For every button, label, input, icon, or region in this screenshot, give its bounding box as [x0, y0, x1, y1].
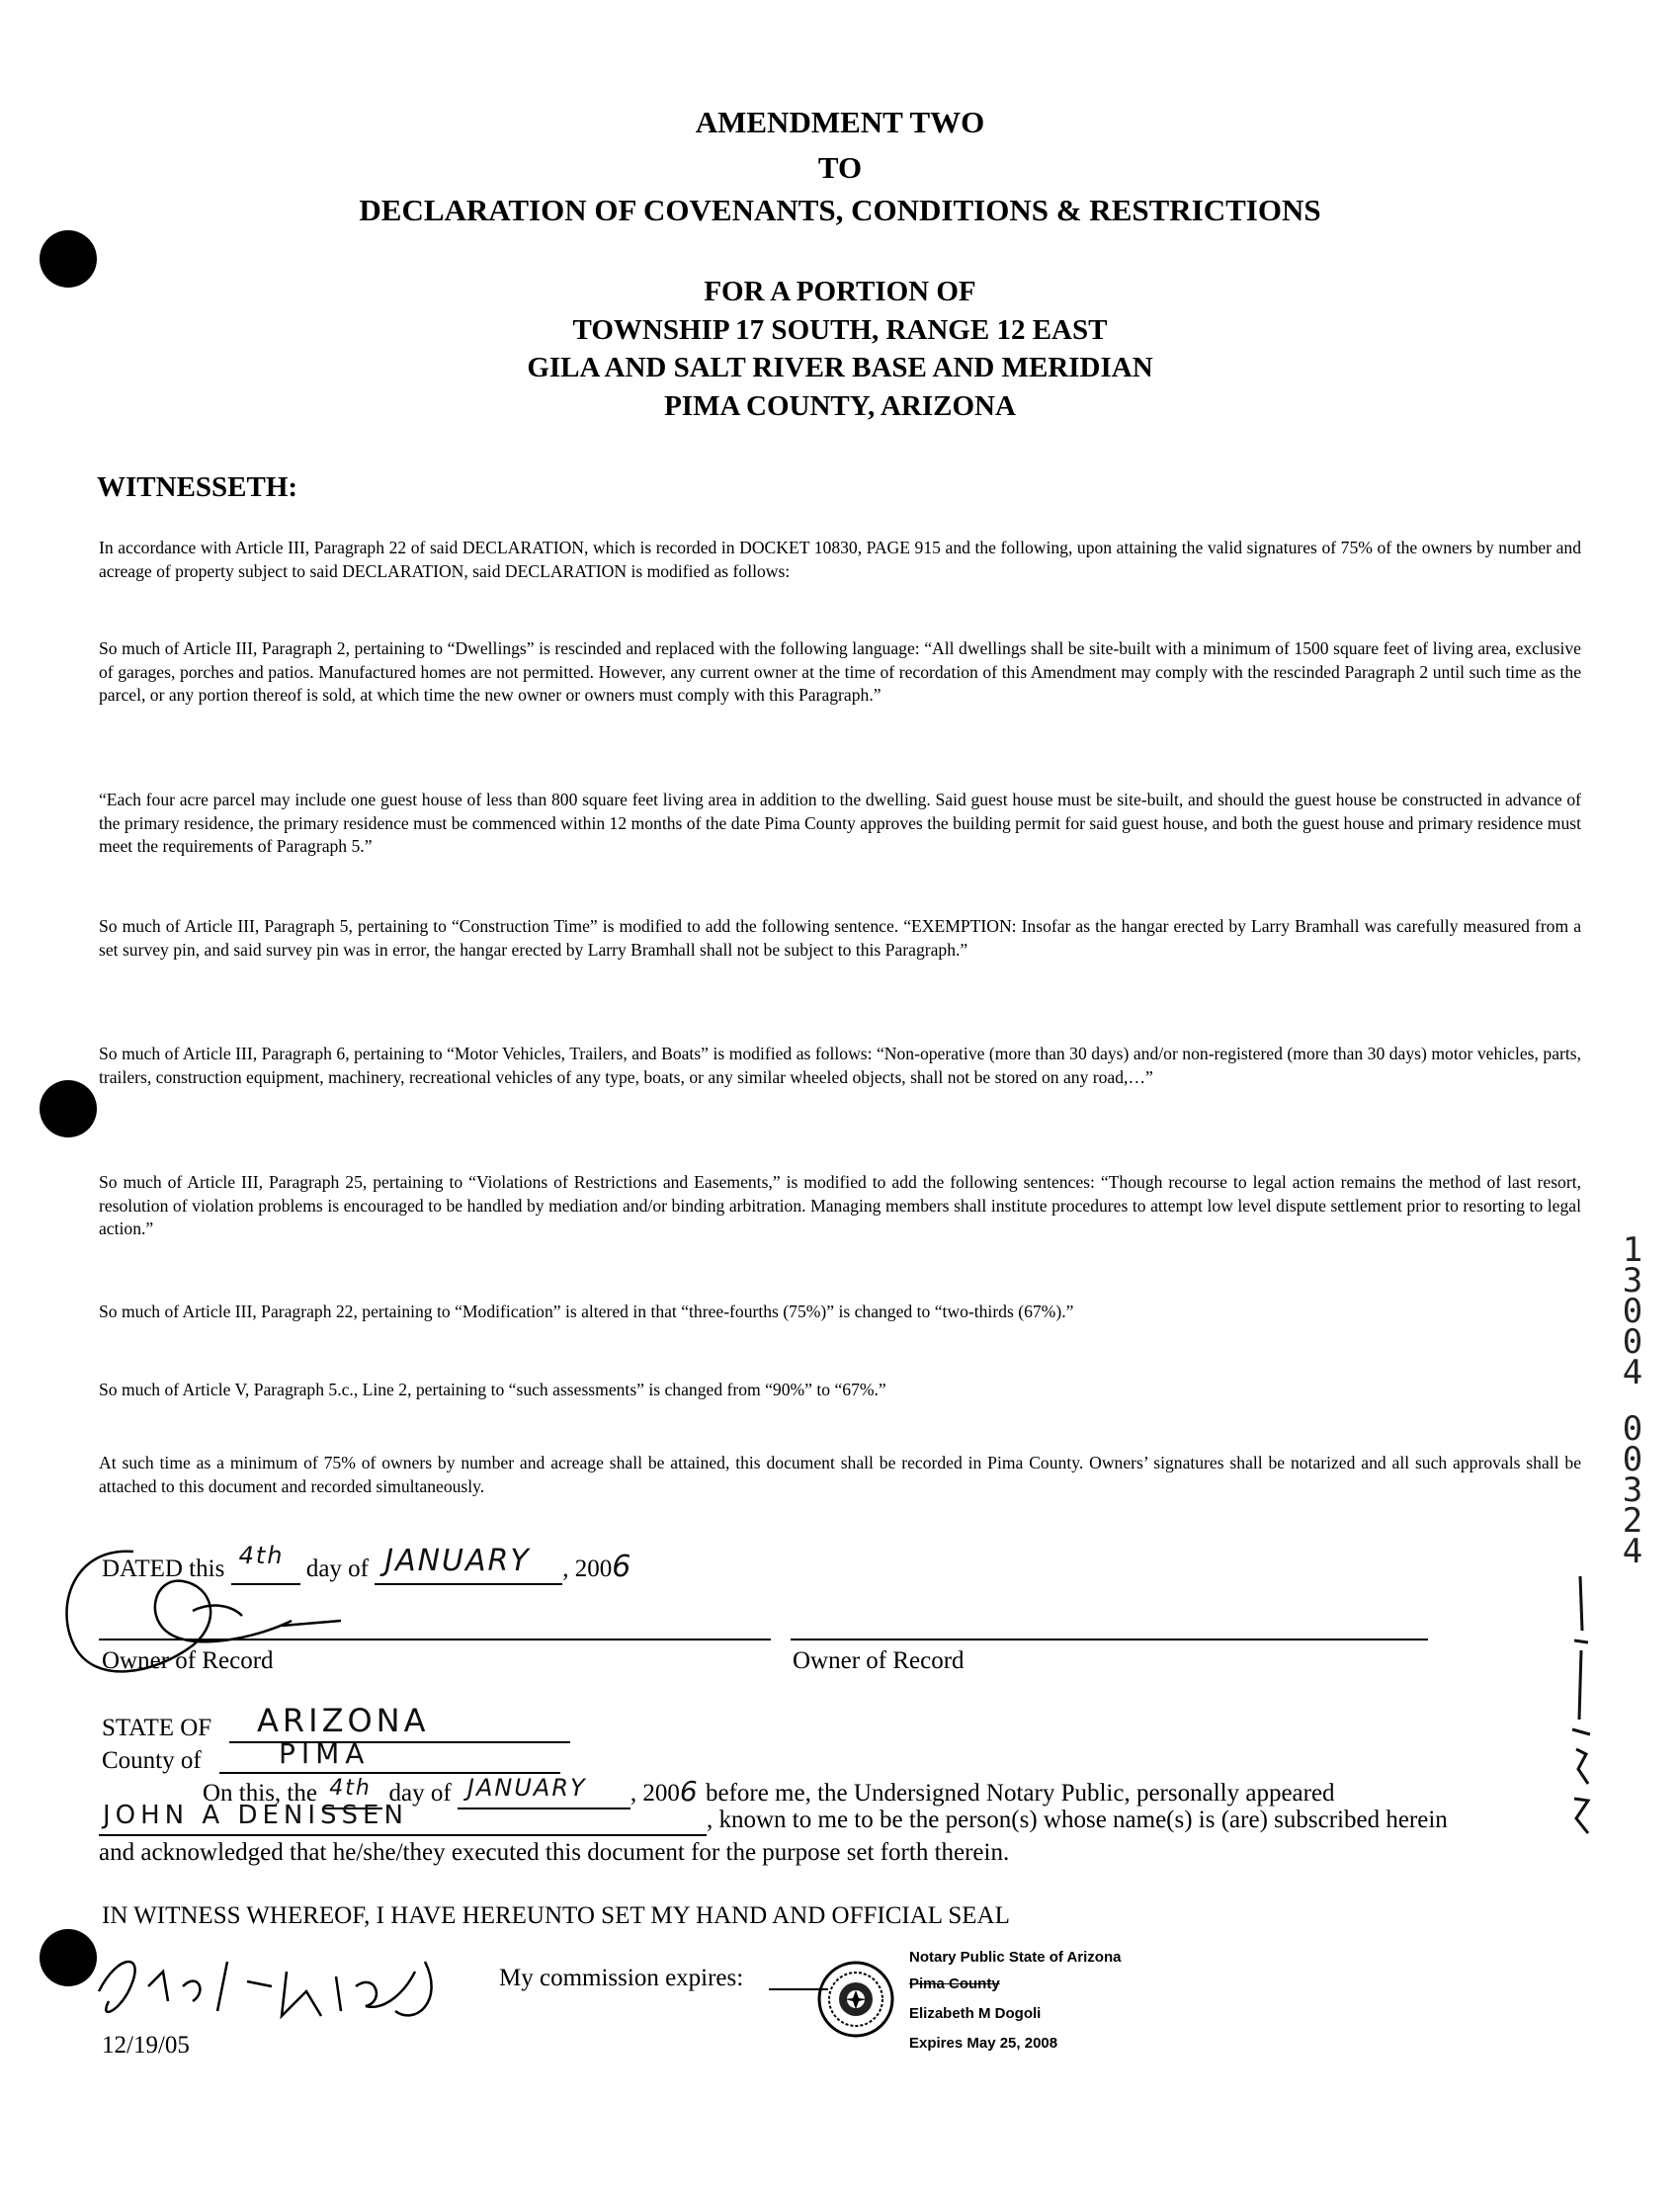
notary-stamp-line-1: Notary Public State of Arizona [909, 1949, 1122, 1966]
ack-day-handwritten: 4th [329, 1776, 372, 1801]
dated-day-of-label: day of [305, 1555, 369, 1582]
ack-day-of: day of [388, 1780, 452, 1807]
county-label: County of [102, 1747, 202, 1774]
ack-year-handwritten: 6 [679, 1775, 700, 1808]
paragraph-assessments: So much of Article V, Paragraph 5.c., Line 2, pertaining to “such assessments” is changed from “90%” to “67%.” [99, 1380, 886, 1399]
notary-stamp-line-4: Expires May 25, 2008 [909, 2035, 1058, 2052]
margin-document-number: 1 3 0 0 4 0 0 3 2 4 [1622, 1230, 1643, 1571]
dated-year-handwritten: 6 [612, 1550, 633, 1584]
commission-expires-label: My commission expires: [499, 1965, 744, 1991]
title-line-1: AMENDMENT TWO [695, 105, 985, 139]
witnesseth-heading: WITNESSETH: [97, 471, 298, 503]
dated-label: DATED this [102, 1555, 225, 1582]
ack-rest-2: , known to me to be the person(s) whose name(s) is (are) subscribed herein [707, 1807, 1448, 1833]
paragraph-recording: At such time as a minimum of 75% of owners by number and acreage shall be attained, this document shall be recorded in Pima County. Owners’ signatures shall be notarized and all such approvals shall be attached to this document and recorded simultaneously. [99, 1453, 1581, 1496]
paragraph-motor-vehicles: So much of Article III, Paragraph 6, pertaining to “Motor Vehicles, Trailers, and Boats” is modified as follows: “Non-operative (more than 30 days) and/or non-registered (more than 30 days) motor vehicles, parts, trailers, construction equipment, machinery, recreational vehicles of any type, boats, or any similar wheeled objects, shall not be stored on any road,…” [99, 1044, 1581, 1087]
notary-stamp-line-2: Pima County [909, 1976, 1000, 1992]
state-handwritten: ARIZONA [257, 1702, 430, 1739]
state-label: STATE OF [102, 1715, 212, 1741]
ack-rest-1: before me, the Undersigned Notary Public, personally appeared [705, 1780, 1335, 1807]
ack-line-3: and acknowledged that he/she/they executed this document for the purpose set forth therein. [99, 1839, 1010, 1866]
county-handwritten: PIMA [279, 1737, 371, 1770]
subtitle-line-3: GILA AND SALT RIVER BASE AND MERIDIAN [527, 352, 1153, 383]
owner-right-signature-line [791, 1639, 1428, 1640]
owner-left-label: Owner of Record [102, 1647, 274, 1674]
ack-on-this: On this, the [203, 1780, 317, 1807]
title-line-2: TO [817, 150, 863, 185]
dated-day-handwritten: 4th [238, 1542, 285, 1569]
notary-seal-icon [816, 1960, 895, 2039]
ack-month-handwritten: JANUARY [466, 1774, 587, 1802]
notary-stamp-line-3: Elizabeth M Dogoli [909, 2005, 1042, 2022]
witness-statement: IN WITNESS WHEREOF, I HAVE HEREUNTO SET MY HAND AND OFFICIAL SEAL [102, 1902, 1010, 1929]
paragraph-guest-house: “Each four acre parcel may include one guest house of less than 800 square feet living area in addition to the dwelling. Said guest house must be site-built, and should the guest house be constructed in advance of the primary residence, the primary residence must be commenced within 12 months of the date Pima County approves the building permit for said guest house, and both the guest house and primary residence must meet the requirements of Paragraph 5.” [99, 790, 1581, 856]
ack-year-prefix: , 200 [630, 1780, 680, 1807]
paragraph-violations: So much of Article III, Paragraph 25, pertaining to “Violations of Restrictions and Easements,” is modified to add the following sentences: “Though recourse to legal action remains the method of last resort, resolution of violation problems is encouraged to be handled by mediation and/or binding arbitration. Managing members shall institute procedures to attempt low level dispute settlement prior to resorting to legal action.” [99, 1172, 1581, 1238]
dated-month-handwritten: JANUARY [384, 1544, 531, 1578]
ack-line-2 [99, 1801, 1448, 1836]
dated-year-prefix: , 200 [562, 1555, 613, 1582]
ack-name-handwritten: JOHN A DENISSEN [103, 1801, 408, 1830]
owner-right-label: Owner of Record [793, 1647, 965, 1674]
subtitle-line-2: TOWNSHIP 17 SOUTH, RANGE 12 EAST [572, 314, 1108, 346]
owner-left-signature-line [99, 1639, 771, 1640]
punch-hole-middle [40, 1080, 97, 1137]
paragraph-construction-time: So much of Article III, Paragraph 5, pertaining to “Construction Time” is modified to add the following sentence. “EXEMPTION: Insofar as the hangar erected by Larry Bramhall was carefully measured from a set survey pin, and said survey pin was in error, the hangar erected by Larry Bramhall shall not be subject to this Paragraph.” [99, 916, 1581, 960]
subtitle-line-4: PIMA COUNTY, ARIZONA [664, 390, 1016, 422]
subtitle-line-1: FOR A PORTION OF [704, 276, 976, 307]
title-line-3: DECLARATION OF COVENANTS, CONDITIONS & RESTRICTIONS [359, 193, 1321, 227]
notary-signature [89, 1932, 504, 2041]
bottom-date: 12/19/05 [102, 2032, 190, 2059]
margin-scribble [1566, 1571, 1596, 1848]
paragraph-dwellings: So much of Article III, Paragraph 2, pertaining to “Dwellings” is rescinded and replaced with the following language: “All dwellings shall be site-built with a minimum of 1500 square feet of living area, exclusive of garages, porches and patios. Manufactured homes are not permitted. However, any current owner at the time of recordation of this Amendment may comply with the rescinded Paragraph 2 until such time as the parcel, or any portion thereof is sold, at which time the new owner or owners must comply with this Paragraph.” [99, 638, 1581, 705]
paragraph-intro: In accordance with Article III, Paragraph 22 of said DECLARATION, which is recorded in DOCKET 10830, PAGE 915 and the following, upon attaining the valid signatures of 75% of the owners by number and acreage of property subject to said DECLARATION, said DECLARATION is modified as follows: [99, 538, 1581, 581]
paragraph-modification: So much of Article III, Paragraph 22, pertaining to “Modification” is altered in that “three-fourths (75%)” is changed to “two-thirds (67%).” [99, 1302, 1074, 1321]
